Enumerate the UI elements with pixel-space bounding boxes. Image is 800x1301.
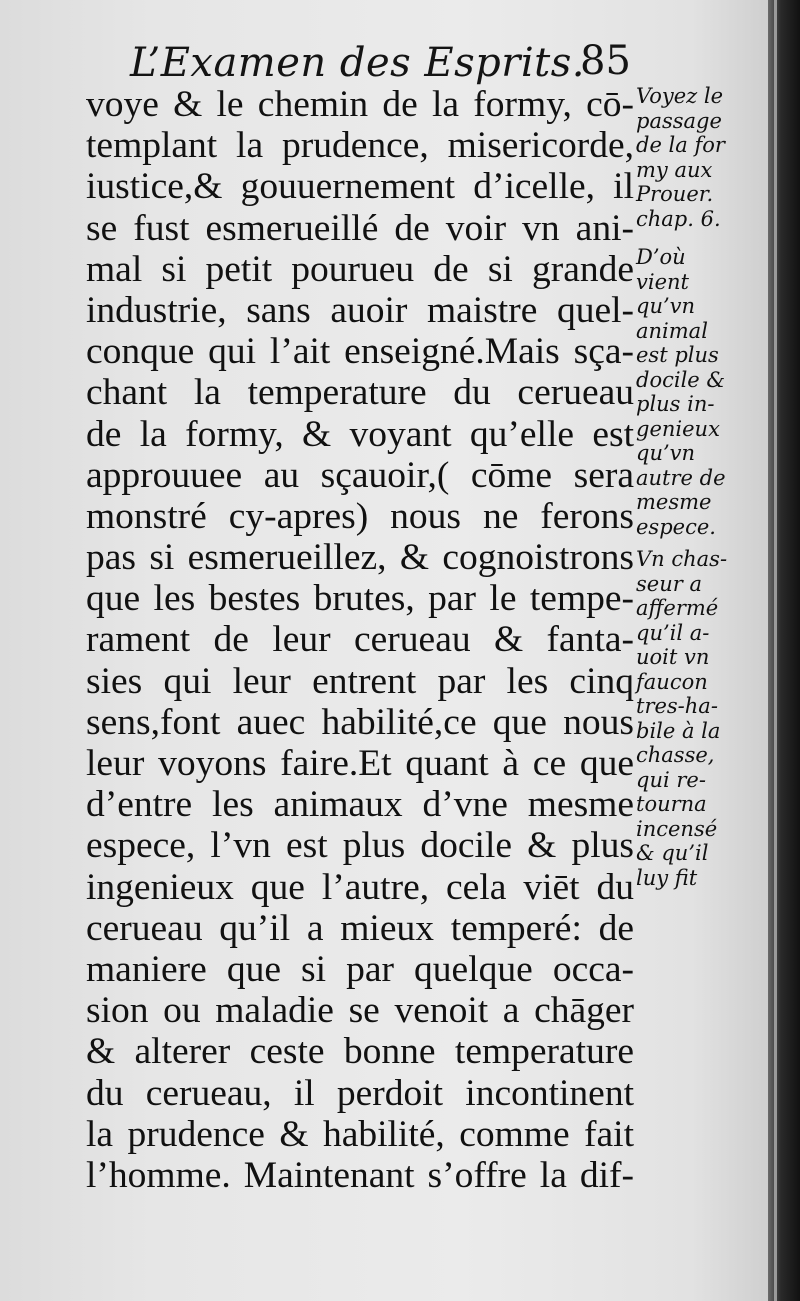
text-line: la prudence & habilité, comme fait: [86, 1113, 634, 1155]
margin-note-line: autre de: [636, 465, 726, 490]
text-line: sies qui leur entrent par les cinq: [86, 660, 634, 702]
margin-note-line: Voyez le: [636, 84, 724, 108]
margin-note-line: seur a: [636, 571, 702, 596]
margin-note-line: Prouer.: [636, 182, 714, 206]
text-line: que les bestes brutes, par le tempe-: [86, 578, 634, 620]
margin-note-line: qui re-: [636, 767, 706, 792]
text-line: d’entre les animaux d’vne mesme: [86, 784, 634, 826]
running-title: L’Examen des Esprits.: [130, 40, 585, 86]
margin-note-line: affermé: [636, 596, 719, 620]
text-line: monstré cy-apres) nous ne ferons: [86, 495, 634, 537]
margin-note-falcon-hunter: [636, 547, 764, 890]
margin-note-docile-animal: [636, 245, 764, 539]
page-header: [130, 32, 640, 92]
page-number: 85: [580, 38, 631, 84]
margin-note-line: bile à la: [636, 718, 721, 743]
text-line: leur voyons faire.Et quant à ce que: [86, 743, 634, 784]
margin-note-line: tourna: [636, 792, 707, 816]
body-text: [86, 84, 634, 1196]
margin-note-line: plus in-: [636, 392, 715, 416]
margin-note-line: chap. 6.: [636, 206, 721, 231]
text-line: l’homme. Maintenant s’offre la dif-: [86, 1154, 634, 1196]
margin-note-line: incensé: [636, 816, 718, 841]
margin-note-line: docile &: [636, 367, 726, 392]
margin-note-line: my aux: [636, 157, 713, 182]
page-binding-edge: [768, 0, 800, 1301]
text-line: templant la prudence, misericorde,: [86, 125, 634, 167]
margin-notes: [636, 84, 764, 898]
page-edge-line: [774, 0, 777, 1301]
margin-note-line: tres-ha-: [636, 694, 718, 718]
margin-note-line: animal: [636, 318, 708, 343]
text-line: se fust esmerueillé de voir vn ani-: [86, 207, 634, 249]
text-line: sens,font auec habilité,ce que nous: [86, 701, 634, 743]
text-line: chant la temperature du cerueau: [86, 372, 634, 414]
text-line: voye & le chemin de la formy, cō-: [86, 84, 634, 125]
text-line: pas si esmerueillez, & cognoistrons: [86, 537, 634, 579]
margin-note-line: Vn chas-: [636, 547, 728, 571]
margin-note-line: uoit vn: [636, 645, 710, 669]
text-line: espece, l’vn est plus docile & plus: [86, 825, 634, 867]
margin-note-line: faucon: [636, 669, 708, 694]
margin-note-ant-passage: [636, 84, 764, 231]
margin-note-line: D’où: [636, 245, 686, 269]
text-line: rament de leur cerueau & fanta-: [86, 619, 634, 661]
margin-note-line: passage: [636, 108, 722, 133]
margin-note-line: mesme: [636, 490, 712, 514]
text-line: conque qui l’ait enseigné.Mais sça-: [86, 331, 634, 373]
margin-note-line: espece.: [636, 514, 716, 539]
text-line: & alterer ceste bonne temperature: [86, 1031, 634, 1073]
margin-note-line: genieux: [636, 416, 720, 441]
margin-note-line: est plus: [636, 343, 719, 367]
text-line: du cerueau, il perdoit incontinent: [86, 1072, 634, 1114]
text-line: ingenieux que l’autre, cela viēt du: [86, 866, 634, 908]
text-line: iustice,& gouuernement d’icelle, il: [86, 166, 634, 208]
margin-note-line: qu’vn: [636, 294, 696, 318]
margin-note-line: chasse,: [636, 743, 715, 767]
text-line: industrie, sans auoir maistre quel-: [86, 289, 634, 331]
margin-note-line: vient: [636, 269, 689, 294]
margin-note-line: qu’il a-: [636, 620, 710, 645]
text-line: mal si petit pourueu de si grande: [86, 248, 634, 290]
text-line: maniere que si par quelque occa-: [86, 948, 634, 990]
text-line: approuuee au sçauoir,( cōme sera: [86, 454, 634, 496]
margin-note-line: luy fit: [636, 865, 698, 890]
margin-note-line: de la for: [636, 133, 725, 157]
text-line: de la formy, & voyant qu’elle est: [86, 413, 634, 455]
margin-note-line: & qu’il: [636, 841, 709, 865]
text-line: cerueau qu’il a mieux temperé: de: [86, 907, 634, 949]
margin-note-line: qu’vn: [636, 441, 696, 465]
text-line: sion ou maladie se venoit a chāger: [86, 990, 634, 1032]
